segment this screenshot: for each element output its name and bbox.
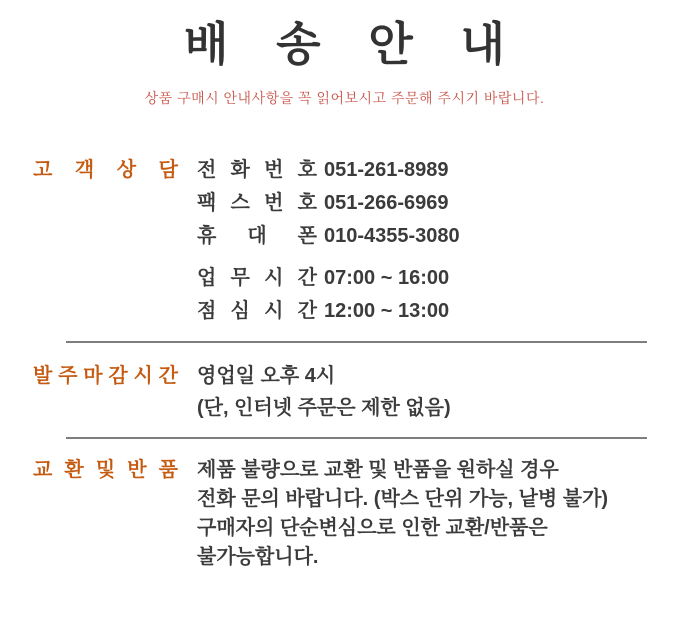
deadline-note: (단, 인터넷 주문은 제한 없음) <box>197 397 451 419</box>
sections-container <box>33 154 668 572</box>
hours-row-business <box>197 262 460 295</box>
contact-row-mobile <box>197 220 460 253</box>
section-exchange-return <box>33 456 668 572</box>
section-customer-service <box>33 154 668 328</box>
policy-line: 전화 문의 바랍니다. (박스 단위 가능, 낱병 불가) <box>197 488 609 510</box>
hours-row-lunch <box>197 295 460 328</box>
policy-line: 구매자의 단순변심으로 인한 교환/반품은 <box>197 517 548 539</box>
contact-label-mobile: 휴 대 폰 <box>197 225 317 247</box>
contact-value-phone: 051-261-8989 <box>324 159 449 181</box>
contact-row-fax <box>197 187 460 220</box>
hours-label-lunch: 점 심 시 간 <box>197 300 317 322</box>
contact-value-fax: 051-266-6969 <box>324 192 449 214</box>
hours-label-business: 업 무 시 간 <box>197 267 317 289</box>
contact-hours-gap <box>197 253 460 262</box>
page-header <box>0 0 689 108</box>
policy-line: 제품 불량으로 교환 및 반품을 원하실 경우 <box>197 459 559 481</box>
exchange-return-label: 교 환 및 반 품 <box>33 459 178 481</box>
order-deadline-content <box>197 360 451 424</box>
customer-service-content <box>197 154 460 328</box>
contact-label-phone: 전 화 번 호 <box>197 159 317 181</box>
contact-row-phone <box>197 154 460 187</box>
customer-service-label: 고 객 상 담 <box>33 159 178 181</box>
deadline-line: 영업일 오후 4시 <box>197 365 336 387</box>
exchange-return-content <box>197 456 608 572</box>
divider <box>66 437 647 439</box>
hours-value-lunch: 12:00 ~ 13:00 <box>324 300 450 322</box>
order-deadline-label: 발 주 마 감 시 간 <box>33 365 178 387</box>
section-order-deadline <box>33 360 668 424</box>
page-title: 배 송 안 내 <box>184 18 523 70</box>
contact-value-mobile: 010-4355-3080 <box>324 225 460 247</box>
hours-value-business: 07:00 ~ 16:00 <box>324 267 450 289</box>
page-subtitle: 상품 구매시 안내사항을 꼭 읽어보시고 주문해 주시기 바랍니다. <box>144 90 545 106</box>
policy-line: 불가능합니다. <box>197 546 319 568</box>
divider <box>66 341 647 343</box>
contact-label-fax: 팩 스 번 호 <box>197 192 317 214</box>
